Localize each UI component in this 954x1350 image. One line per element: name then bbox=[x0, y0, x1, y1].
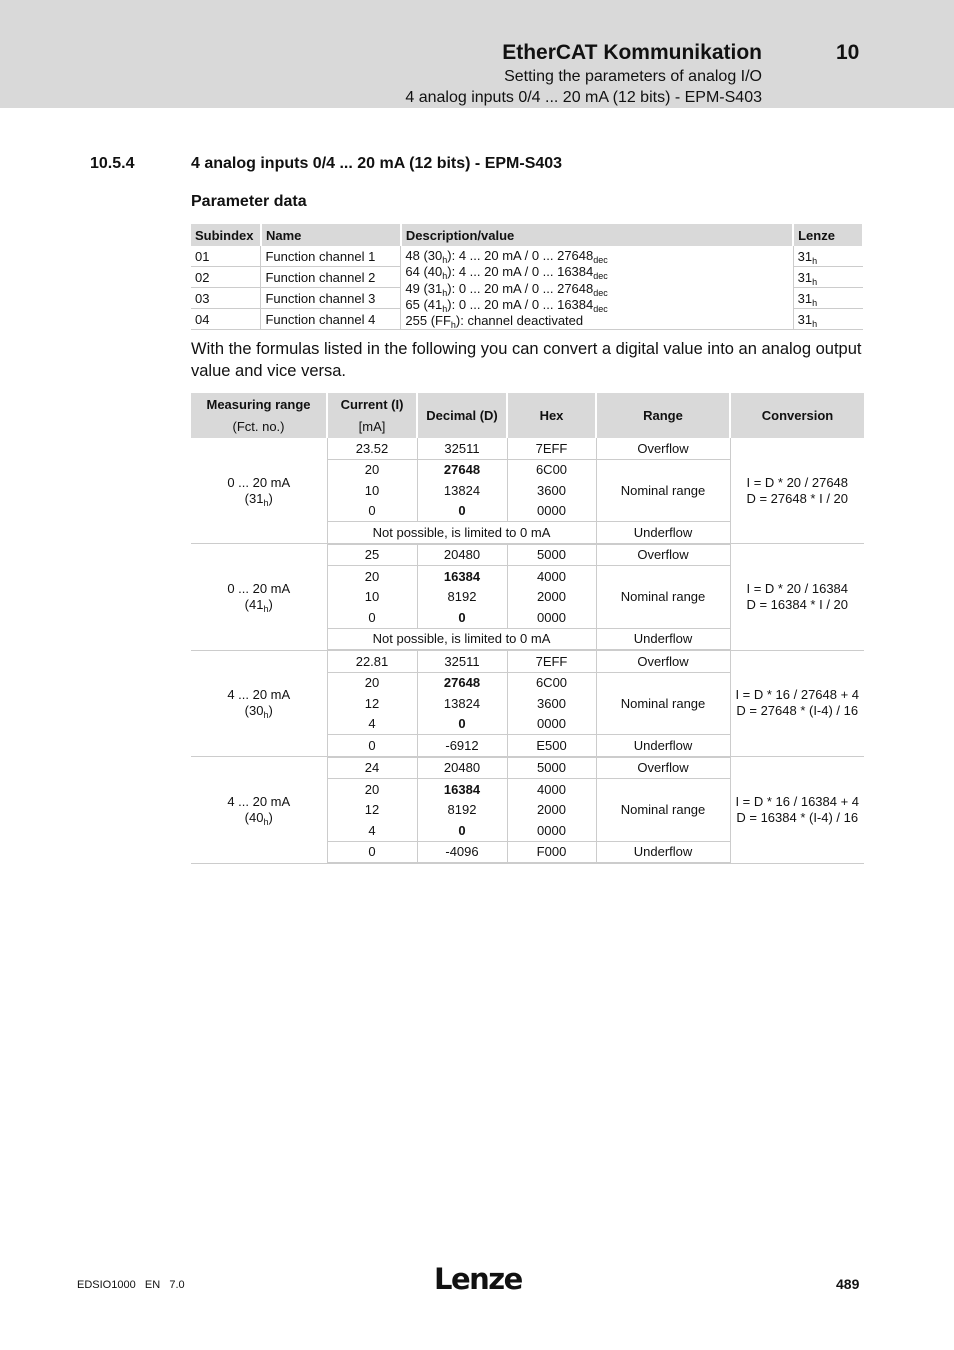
range-cell: Nominal range bbox=[596, 672, 730, 735]
fct-subscript: h bbox=[263, 710, 269, 721]
doc-id: EDSIO1000 bbox=[77, 1279, 136, 1291]
range-cell: Nominal range bbox=[596, 566, 730, 629]
fct-text: ) bbox=[268, 596, 273, 612]
decimal-cell: 13824 bbox=[417, 693, 507, 714]
decimal-cell: 0 bbox=[417, 714, 507, 735]
decimal-cell: 16384 bbox=[417, 566, 507, 587]
subindex-cell: 02 bbox=[191, 267, 261, 288]
name-cell: Function channel 2 bbox=[261, 267, 401, 288]
lenze-subscript: h bbox=[812, 255, 818, 266]
desc-text: ): 4 ... 20 mA / 0 ... 27648 bbox=[447, 248, 594, 263]
lenze-value: 31 bbox=[797, 248, 813, 264]
decimal-cell: 8192 bbox=[417, 800, 507, 821]
current-cell: 20 bbox=[327, 779, 417, 800]
conversion-table-header bbox=[191, 393, 864, 438]
hex-cell: 6C00 bbox=[507, 459, 596, 480]
conversion-cell bbox=[730, 544, 864, 651]
range-cell: Nominal range bbox=[596, 779, 730, 842]
range-cell: Underflow bbox=[596, 841, 730, 863]
description-line bbox=[405, 248, 788, 264]
current-cell: 20 bbox=[327, 672, 417, 693]
desc-subscript: h bbox=[442, 271, 448, 282]
desc-text: 255 (FF bbox=[405, 313, 451, 329]
overflow-row bbox=[191, 438, 864, 459]
fct-subscript: h bbox=[263, 497, 269, 508]
description-line bbox=[405, 313, 788, 329]
parameter-table-header bbox=[191, 224, 863, 246]
col-subindex: Subindex bbox=[191, 224, 261, 246]
decimal-cell: 27648 bbox=[417, 672, 507, 693]
header-subtitle-1: Setting the parameters of analog I/O bbox=[504, 68, 762, 85]
lenze-value: 31 bbox=[797, 311, 813, 327]
conversion-cell bbox=[730, 757, 864, 864]
underflow-note: Not possible, is limited to 0 mA bbox=[327, 522, 596, 544]
conversion-formula-current: I = D * 16 / 27648 + 4 bbox=[735, 687, 860, 703]
hex-cell: E500 bbox=[507, 735, 596, 757]
measuring-range-label: 4 ... 20 mA bbox=[227, 793, 291, 809]
desc-text: 48 (30 bbox=[405, 248, 443, 263]
desc-text: ): channel deactivated bbox=[455, 313, 584, 329]
range-cell: Underflow bbox=[596, 522, 730, 544]
current-cell: 25 bbox=[327, 544, 417, 566]
current-cell: 0 bbox=[327, 735, 417, 757]
name-cell: Function channel 4 bbox=[261, 309, 401, 330]
col-hex: Hex bbox=[507, 393, 596, 438]
measuring-range-cell bbox=[191, 438, 327, 544]
desc-subscript: dec bbox=[593, 303, 608, 314]
fct-text: (40 bbox=[244, 809, 264, 825]
desc-subscript: h bbox=[442, 255, 448, 265]
conversion-formula-current: I = D * 20 / 16384 bbox=[746, 580, 849, 596]
hex-cell: 4000 bbox=[507, 566, 596, 587]
current-cell: 0 bbox=[327, 607, 417, 628]
hex-cell: 0000 bbox=[507, 714, 596, 735]
desc-text: 49 (31 bbox=[405, 280, 443, 296]
decimal-cell: 16384 bbox=[417, 779, 507, 800]
current-cell: 12 bbox=[327, 693, 417, 714]
footer-doc-info bbox=[77, 1279, 185, 1291]
description-line bbox=[405, 264, 788, 280]
desc-subscript: dec bbox=[593, 271, 608, 282]
function-number bbox=[191, 810, 327, 826]
range-cell: Underflow bbox=[596, 735, 730, 757]
hex-cell: 7EFF bbox=[507, 438, 596, 459]
decimal-cell: 32511 bbox=[417, 650, 507, 672]
decimal-cell: 27648 bbox=[417, 459, 507, 480]
description-line bbox=[405, 297, 788, 313]
current-cell: 0 bbox=[327, 501, 417, 522]
section-title: 4 analog inputs 0/4 ... 20 mA (12 bits) - EPM-S403 bbox=[191, 155, 563, 172]
lenze-value: 31 bbox=[797, 290, 813, 306]
desc-subscript: h bbox=[442, 287, 448, 298]
lenze-cell bbox=[793, 309, 863, 330]
current-cell: 20 bbox=[327, 566, 417, 587]
fct-text: (41 bbox=[244, 596, 264, 612]
conversion-formula-current: I = D * 20 / 27648 bbox=[746, 474, 849, 490]
page-number: 489 bbox=[836, 1276, 860, 1292]
subindex-cell: 04 bbox=[191, 309, 261, 330]
fct-text: (31 bbox=[244, 490, 264, 506]
overflow-row bbox=[191, 757, 864, 779]
current-cell: 4 bbox=[327, 714, 417, 735]
name-cell: Function channel 3 bbox=[261, 288, 401, 309]
current-cell: 24 bbox=[327, 757, 417, 779]
decimal-cell: -6912 bbox=[417, 735, 507, 757]
function-number bbox=[191, 703, 327, 719]
hex-cell: 7EFF bbox=[507, 650, 596, 672]
desc-text: 65 (41 bbox=[405, 296, 443, 312]
range-cell: Overflow bbox=[596, 757, 730, 779]
intro-paragraph: With the formulas listed in the following you can convert a digital value into an analog output value and vice versa. bbox=[191, 340, 862, 380]
current-cell: 10 bbox=[327, 587, 417, 608]
decimal-cell: 20480 bbox=[417, 544, 507, 566]
parameter-table bbox=[191, 224, 864, 330]
col-lenze: Lenze bbox=[793, 224, 863, 246]
header-title: EtherCAT Kommunikation bbox=[502, 41, 762, 64]
hex-cell: 5000 bbox=[507, 757, 596, 779]
lenze-value: 31 bbox=[797, 269, 813, 285]
decimal-cell: 0 bbox=[417, 820, 507, 841]
desc-text: 64 (40 bbox=[405, 264, 443, 280]
subindex-cell: 03 bbox=[191, 288, 261, 309]
current-cell: 20 bbox=[327, 459, 417, 480]
col-measuring-range: Measuring range (Fct. no.) bbox=[191, 393, 327, 438]
range-cell: Overflow bbox=[596, 438, 730, 459]
hex-cell: 6C00 bbox=[507, 672, 596, 693]
chapter-number: 10 bbox=[836, 41, 860, 64]
lenze-cell bbox=[793, 267, 863, 288]
decimal-cell: 0 bbox=[417, 607, 507, 628]
decimal-cell: 8192 bbox=[417, 587, 507, 608]
hex-cell: 2000 bbox=[507, 800, 596, 821]
fct-text: ) bbox=[268, 490, 273, 506]
desc-text: ): 0 ... 20 mA / 0 ... 16384 bbox=[447, 296, 594, 312]
col-current: Current (I) [mA] bbox=[327, 393, 417, 438]
desc-subscript: h bbox=[442, 303, 448, 314]
lenze-cell bbox=[793, 246, 863, 267]
hex-cell: 3600 bbox=[507, 693, 596, 714]
function-number bbox=[191, 597, 327, 613]
measuring-range-label: 4 ... 20 mA bbox=[227, 687, 291, 703]
fct-subscript: h bbox=[263, 603, 269, 614]
desc-text: ): 4 ... 20 mA / 0 ... 16384 bbox=[447, 264, 594, 280]
desc-subscript: dec bbox=[593, 255, 608, 265]
hex-cell: 4000 bbox=[507, 779, 596, 800]
function-number bbox=[191, 491, 327, 507]
measuring-range-cell bbox=[191, 757, 327, 864]
hex-cell: 3600 bbox=[507, 480, 596, 501]
lenze-subscript: h bbox=[812, 318, 818, 329]
hex-cell: 0000 bbox=[507, 501, 596, 522]
fct-subscript: h bbox=[263, 816, 269, 827]
parameter-row bbox=[191, 246, 863, 267]
conversion-cell bbox=[730, 438, 864, 544]
measuring-range-label: 0 ... 20 mA bbox=[227, 474, 291, 490]
parameter-data-heading: Parameter data bbox=[191, 193, 307, 210]
conversion-formula-current: I = D * 16 / 16384 + 4 bbox=[735, 793, 860, 809]
hex-cell: 0000 bbox=[507, 607, 596, 628]
conversion-formula-decimal: D = 27648 * I / 20 bbox=[746, 490, 849, 506]
current-cell: 10 bbox=[327, 480, 417, 501]
decimal-cell: 13824 bbox=[417, 480, 507, 501]
current-cell: 4 bbox=[327, 820, 417, 841]
range-cell: Nominal range bbox=[596, 459, 730, 522]
col-conversion: Conversion bbox=[730, 393, 864, 438]
decimal-cell: 20480 bbox=[417, 757, 507, 779]
col-range: Range bbox=[596, 393, 730, 438]
doc-lang: EN bbox=[144, 1279, 161, 1291]
range-cell: Overflow bbox=[596, 650, 730, 672]
hex-cell: F000 bbox=[507, 841, 596, 863]
range-cell: Underflow bbox=[596, 628, 730, 650]
decimal-cell: 0 bbox=[417, 501, 507, 522]
measuring-range-cell bbox=[191, 650, 327, 757]
conversion-table bbox=[191, 393, 864, 864]
lenze-subscript: h bbox=[812, 276, 818, 287]
current-cell: 0 bbox=[327, 841, 417, 863]
conversion-cell bbox=[730, 650, 864, 757]
overflow-row bbox=[191, 650, 864, 672]
page-header bbox=[0, 0, 954, 108]
col-description: Description/value bbox=[401, 224, 793, 246]
fct-text: ) bbox=[268, 703, 273, 719]
doc-version: 7.0 bbox=[169, 1279, 185, 1291]
desc-text: ): 0 ... 20 mA / 0 ... 27648 bbox=[447, 280, 594, 296]
hex-cell: 0000 bbox=[507, 820, 596, 841]
header-subtitle-2: 4 analog inputs 0/4 ... 20 mA (12 bits) - EPM-S403 bbox=[405, 89, 762, 106]
hex-cell: 2000 bbox=[507, 587, 596, 608]
lenze-logo: Lenze bbox=[434, 1262, 522, 1296]
desc-subscript: h bbox=[450, 320, 456, 331]
measuring-range-label: 0 ... 20 mA bbox=[227, 580, 291, 596]
overflow-row bbox=[191, 544, 864, 566]
section-number: 10.5.4 bbox=[90, 155, 135, 172]
name-cell: Function channel 1 bbox=[261, 246, 401, 267]
lenze-subscript: h bbox=[812, 297, 818, 308]
decimal-cell: -4096 bbox=[417, 841, 507, 863]
hex-cell: 5000 bbox=[507, 544, 596, 566]
fct-text: ) bbox=[268, 809, 273, 825]
conversion-formula-decimal: D = 27648 * (I-4) / 16 bbox=[736, 703, 859, 719]
fct-text: (30 bbox=[244, 703, 264, 719]
current-cell: 22.81 bbox=[327, 650, 417, 672]
col-name: Name bbox=[261, 224, 401, 246]
conversion-formula-decimal: D = 16384 * I / 20 bbox=[746, 596, 849, 612]
measuring-range-cell bbox=[191, 544, 327, 651]
description-line bbox=[405, 281, 788, 297]
subindex-cell: 01 bbox=[191, 246, 261, 267]
col-decimal: Decimal (D) bbox=[417, 393, 507, 438]
conversion-formula-decimal: D = 16384 * (I-4) / 16 bbox=[736, 809, 859, 825]
decimal-cell: 32511 bbox=[417, 438, 507, 459]
lenze-cell bbox=[793, 288, 863, 309]
desc-subscript: dec bbox=[593, 287, 608, 298]
current-cell: 23.52 bbox=[327, 438, 417, 459]
underflow-note: Not possible, is limited to 0 mA bbox=[327, 628, 596, 650]
range-cell: Overflow bbox=[596, 544, 730, 566]
current-cell: 12 bbox=[327, 800, 417, 821]
description-cell bbox=[401, 246, 793, 330]
